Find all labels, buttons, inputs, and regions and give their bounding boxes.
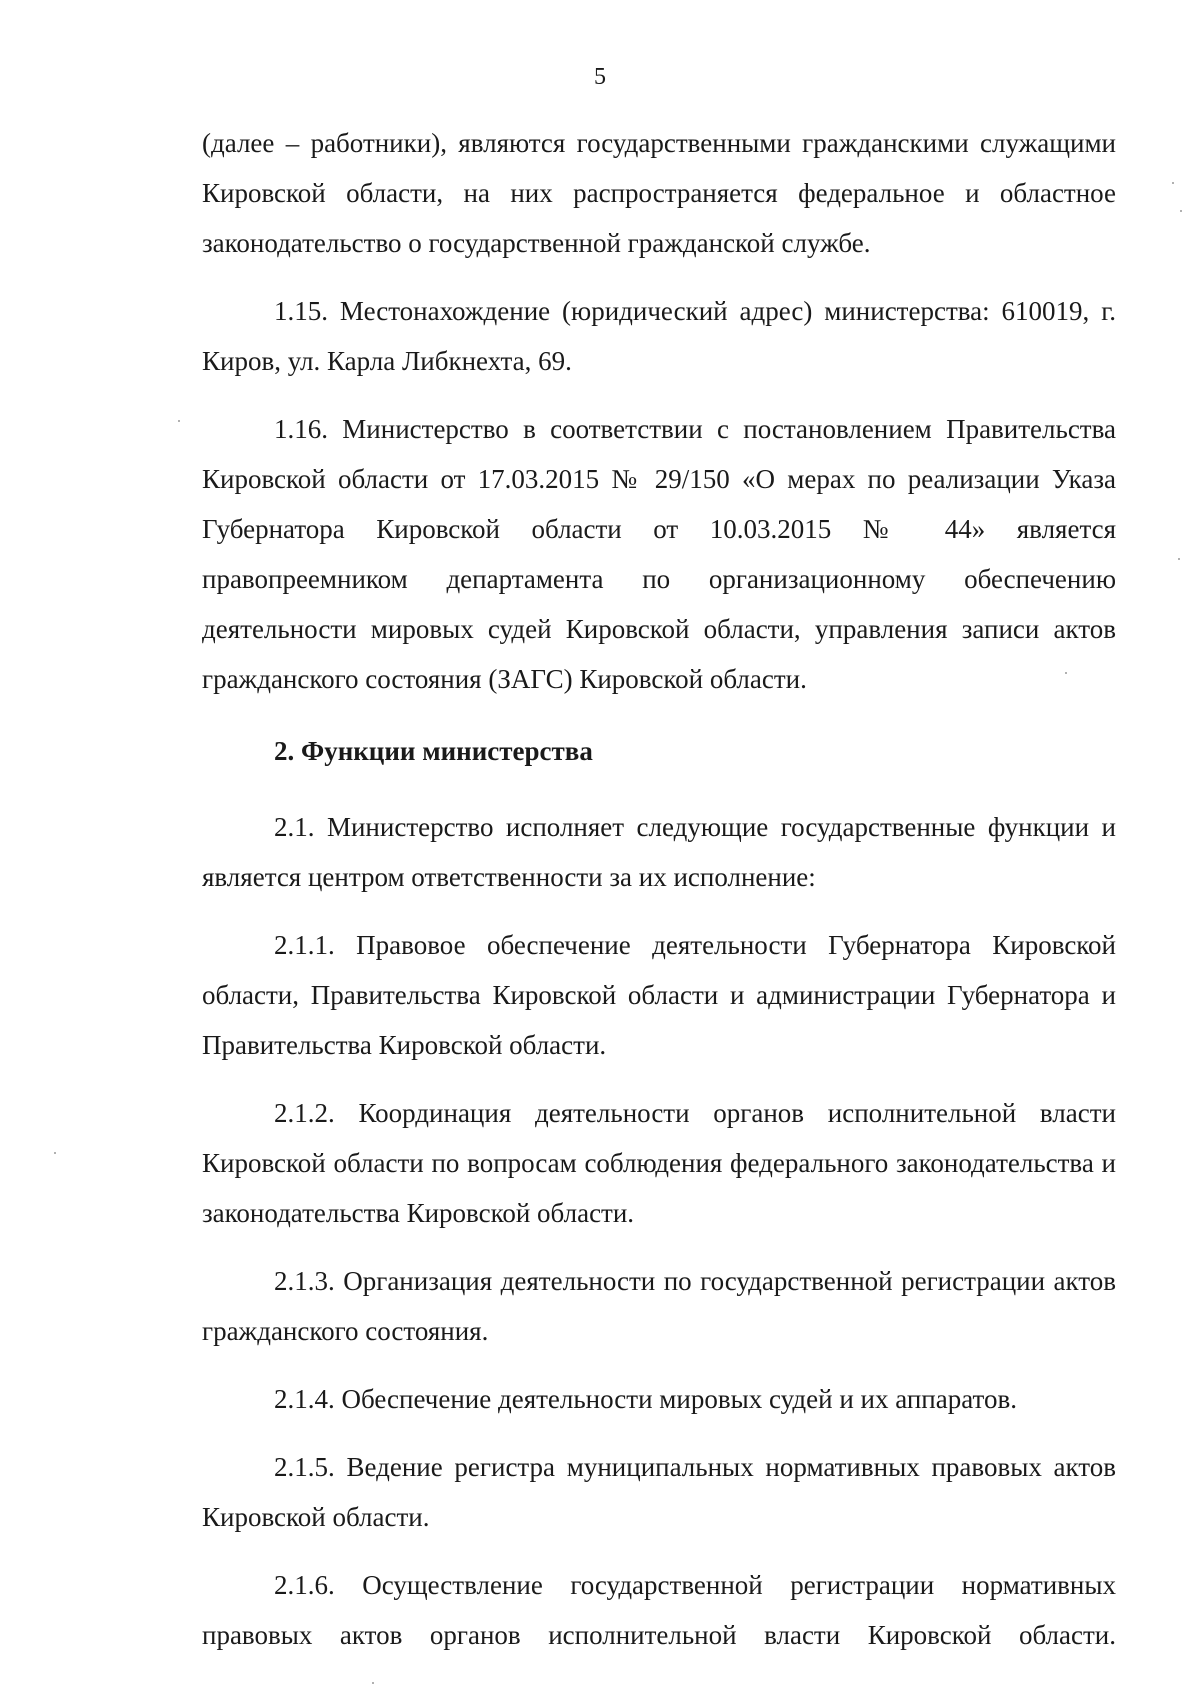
paragraph-1-16: 1.16. Министерство в соответствии с постановлением Правительства Кировской области от 17.03.2015 № 29/150 «О мерах по реализации Указа Губернатора Кировской области от 10.03.2015 № 44» является правопреемником департамента по организационному обеспечению деятельности мировых судей Кировской области, управления записи актов гражданского состояния (ЗАГС) Кировской области. [202,414,1116,694]
paragraph-2-1-3: 2.1.3. Организация деятельности по государственной регистрации актов гражданского состояния. [202,1266,1116,1346]
scan-speck [372,1682,374,1684]
document-body [202,118,1116,1660]
paragraph-2-1-5: 2.1.5. Ведение регистра муниципальных нормативных правовых актов Кировской области. [202,1452,1116,1532]
scan-speck [1172,182,1174,184]
scan-speck [1065,672,1067,674]
paragraph-2-1-2: 2.1.2. Координация деятельности органов исполнительной власти Кировской области по вопросам соблюдения федерального законодательства и законодательства Кировской области. [202,1098,1116,1228]
scan-speck [1180,210,1182,212]
scan-speck [54,1152,56,1154]
scan-speck [1178,558,1180,560]
page-number: 5 [594,64,606,90]
paragraph-1-15: 1.15. Местонахождение (юридический адрес) министерства: 610019, г. Киров, ул. Карла Либкнехта, 69. [202,296,1116,376]
section-heading-2: 2. Функции министерства [274,736,593,766]
paragraph-2-1-1: 2.1.1. Правовое обеспечение деятельности Губернатора Кировской области, Правительства Кировской области и администрации Губернатора и Правительства Кировской области. [202,930,1116,1060]
paragraph-2-1-6: 2.1.6. Осуществление государственной регистрации нормативных правовых актов органов исполнительной власти Кировской области. [202,1570,1116,1650]
paragraph-2-1-4: 2.1.4. Обеспечение деятельности мировых судей и их аппаратов. [274,1384,1017,1414]
paragraph-2-1: 2.1. Министерство исполняет следующие государственные функции и является центром ответственности за их исполнение: [202,812,1116,892]
paragraph-intro: (далее – работники), являются государственными гражданскими служащими Кировской области, на них распространяется федеральное и областное законодательство о государственной гражданской службе. [202,128,1116,258]
scan-speck [178,420,180,422]
